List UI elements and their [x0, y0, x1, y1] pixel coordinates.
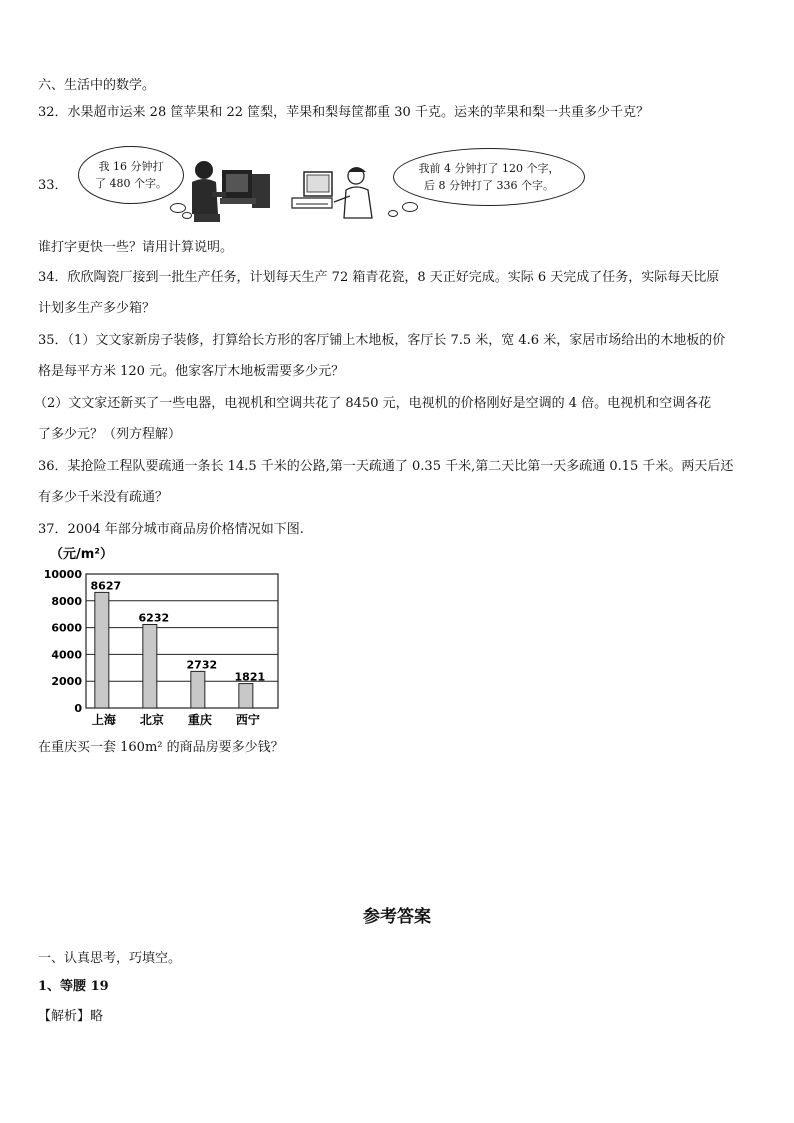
chart-unit-label: （元/m²）: [50, 547, 113, 562]
bubble-tail-dot: [402, 202, 418, 212]
girl-at-computer-illustration: [290, 160, 390, 224]
section6-heading: 六、生活中的数学。: [38, 78, 156, 93]
left-speech-bubble: [78, 146, 184, 204]
x-category-label: 西宁: [235, 713, 260, 727]
answers-title: 参考答案: [363, 907, 431, 927]
answer-1-analysis: 【解析】略: [38, 1009, 104, 1024]
question-33-number: 33．: [38, 178, 68, 193]
y-tick-label: 4000: [51, 648, 82, 662]
question-32: 32．水果超市运来 28 筐苹果和 22 筐梨，苹果和梨每筐都重 30 千克。运来的苹果和梨一共重多少千克？: [38, 105, 649, 120]
y-tick-label: 8000: [51, 594, 82, 608]
y-tick-label: 2000: [51, 675, 82, 689]
question-36-line-1: 36．某抢险工程队要疏通一条长 14.5 千米的公路,第一天疏通了 0.35 千米,第二天比第一天多疏通 0.15 千米。两天后还: [38, 459, 734, 474]
bar: [239, 684, 253, 708]
left-bubble-line-1: 我 16 分钟打: [98, 160, 164, 173]
bar: [191, 671, 205, 708]
x-category-label: 重庆: [187, 713, 212, 727]
y-tick-label: 0: [74, 702, 82, 715]
house-price-bar-chart: [30, 538, 290, 732]
bubble-tail-dot: [388, 210, 398, 217]
boy-at-computer-illustration: [180, 152, 280, 224]
bar-value-label: 6232: [138, 611, 170, 625]
answer-1: 1、等腰 19: [38, 979, 109, 994]
y-tick-label: 10000: [43, 568, 82, 581]
bar: [95, 592, 109, 708]
question-33-text: 谁打字更快一些？请用计算说明。: [38, 240, 234, 255]
question-34-line-1: 34．欣欣陶瓷厂接到一批生产任务，计划每天生产 72 箱青花瓷，8 天正好完成。实际 6 天完成了任务，实际每天比原: [38, 270, 720, 285]
right-bubble-line-1: 我前 4 分钟打了 120 个字，: [418, 162, 560, 175]
right-bubble-line-2: 后 8 分钟打了 336 个字。: [424, 179, 554, 192]
bar: [143, 624, 157, 708]
question-35-line-1: 35．（1）文文家新房子装修，打算给长方形的客厅铺上木地板，客厅长 7.5 米，宽 4.6 米，家居市场给出的木地板的价: [38, 333, 726, 348]
question-35-line-4: 了多少元？（列方程解）: [38, 427, 182, 442]
x-category-label: 北京: [139, 713, 164, 727]
answers-section-1-heading: 一、认真思考，巧填空。: [38, 951, 182, 966]
question-36-line-2: 有多少千米没有疏通？: [38, 490, 169, 505]
question-35-line-3: （2）文文家还新买了一些电器，电视机和空调共花了 8450 元，电视机的价格刚好是空调的 4 倍。电视机和空调各花: [34, 396, 712, 411]
bar-value-label: 8627: [90, 579, 122, 593]
question-37-text: 在重庆买一套 160m² 的商品房要多少钱？: [38, 740, 284, 755]
bar-value-label: 1821: [234, 670, 266, 684]
bar-value-label: 2732: [186, 658, 218, 672]
question-34-line-2: 计划多生产多少箱？: [38, 301, 156, 316]
right-speech-bubble: [393, 148, 585, 206]
question-35-line-2: 格是每平方米 120 元。他家客厅木地板需要多少元？: [38, 364, 345, 379]
y-tick-label: 6000: [51, 621, 82, 635]
left-bubble-line-2: 了 480 个字。: [95, 177, 167, 190]
x-category-label: 上海: [91, 713, 116, 727]
question-37-intro: 37．2004 年部分城市商品房价格情况如下图.: [38, 522, 304, 537]
